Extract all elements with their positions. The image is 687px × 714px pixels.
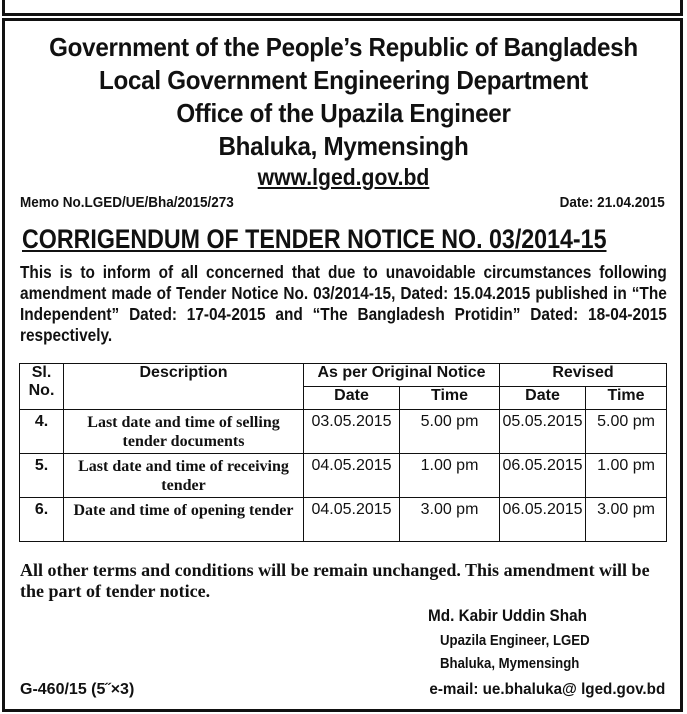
row-revised-time: 5.00 pm [586, 410, 667, 454]
row-sl: 4. [20, 410, 64, 454]
website-link[interactable]: www.lged.gov.bd [257, 164, 430, 190]
row-original-date: 04.05.2015 [304, 454, 400, 498]
table-row [20, 454, 667, 498]
row-original-date: 04.05.2015 [304, 498, 400, 542]
row-revised-date: 06.05.2015 [500, 498, 586, 542]
signatory-name: Md. Kabir Uddin Shah [428, 606, 587, 625]
amendment-table [19, 363, 667, 542]
ad-reference: G-460/15 (5˝×3) [20, 681, 135, 698]
row-original-time: 1.00 pm [400, 454, 500, 498]
row-original-time: 3.00 pm [400, 498, 500, 542]
row-original-time: 5.00 pm [400, 410, 500, 454]
row-revised-date: 06.05.2015 [500, 454, 586, 498]
header-revised-date: Date [500, 387, 586, 410]
row-revised-time: 1.00 pm [586, 454, 667, 498]
header-original-notice: As per Original Notice [304, 364, 500, 387]
row-sl: 6. [20, 498, 64, 542]
row-revised-date: 05.05.2015 [500, 410, 586, 454]
signatory-location: Bhaluka, Mymensingh [440, 655, 580, 672]
header-revised-time: Time [586, 387, 667, 410]
header-location: Bhaluka, Mymensingh [218, 131, 469, 161]
row-description: Last date and time of selling tender documents [64, 410, 304, 454]
row-sl: 5. [20, 454, 64, 498]
header-original-date: Date [304, 387, 400, 410]
header-original-time: Time [400, 387, 500, 410]
row-revised-time: 3.00 pm [586, 498, 667, 542]
notice-date: Date: 21.04.2015 [559, 194, 665, 211]
header-description: Description [64, 364, 304, 410]
signatory-designation: Upazila Engineer, LGED [440, 632, 590, 649]
header-office: Office of the Upazila Engineer [176, 98, 511, 128]
memo-number: Memo No.LGED/UE/Bha/2015/273 [20, 194, 234, 211]
contact-email[interactable]: e-mail: ue.bhaluka@ lged.gov.bd [429, 681, 665, 698]
intro-paragraph: This is to inform of all concerned that due to unavoidable circumstances following amendment made of Tender Notice No. 03/2014-15, Dated: 15.04.2015 published in “The Independent” Dated: 17-04-2015 and “The Bangladesh Protidin” Dated: 18-04-2015 respectively. [20, 262, 667, 345]
top-border [2, 0, 683, 16]
header-revised: Revised [500, 364, 667, 387]
header-government: Government of the People’s Republic of Bangladesh [49, 32, 638, 62]
row-description: Date and time of opening tender [64, 498, 304, 542]
table-row [20, 498, 667, 542]
header-sl-no: Sl. No. [20, 364, 64, 410]
header-department: Local Government Engineering Department [99, 65, 588, 95]
row-description: Last date and time of receiving tender [64, 454, 304, 498]
table-row [20, 410, 667, 454]
page-title: CORRIGENDUM OF TENDER NOTICE NO. 03/2014-15 [22, 224, 607, 254]
row-original-date: 03.05.2015 [304, 410, 400, 454]
closing-statement: All other terms and conditions will be remain unchanged. This amendment will be the part of tender notice. [20, 560, 650, 601]
